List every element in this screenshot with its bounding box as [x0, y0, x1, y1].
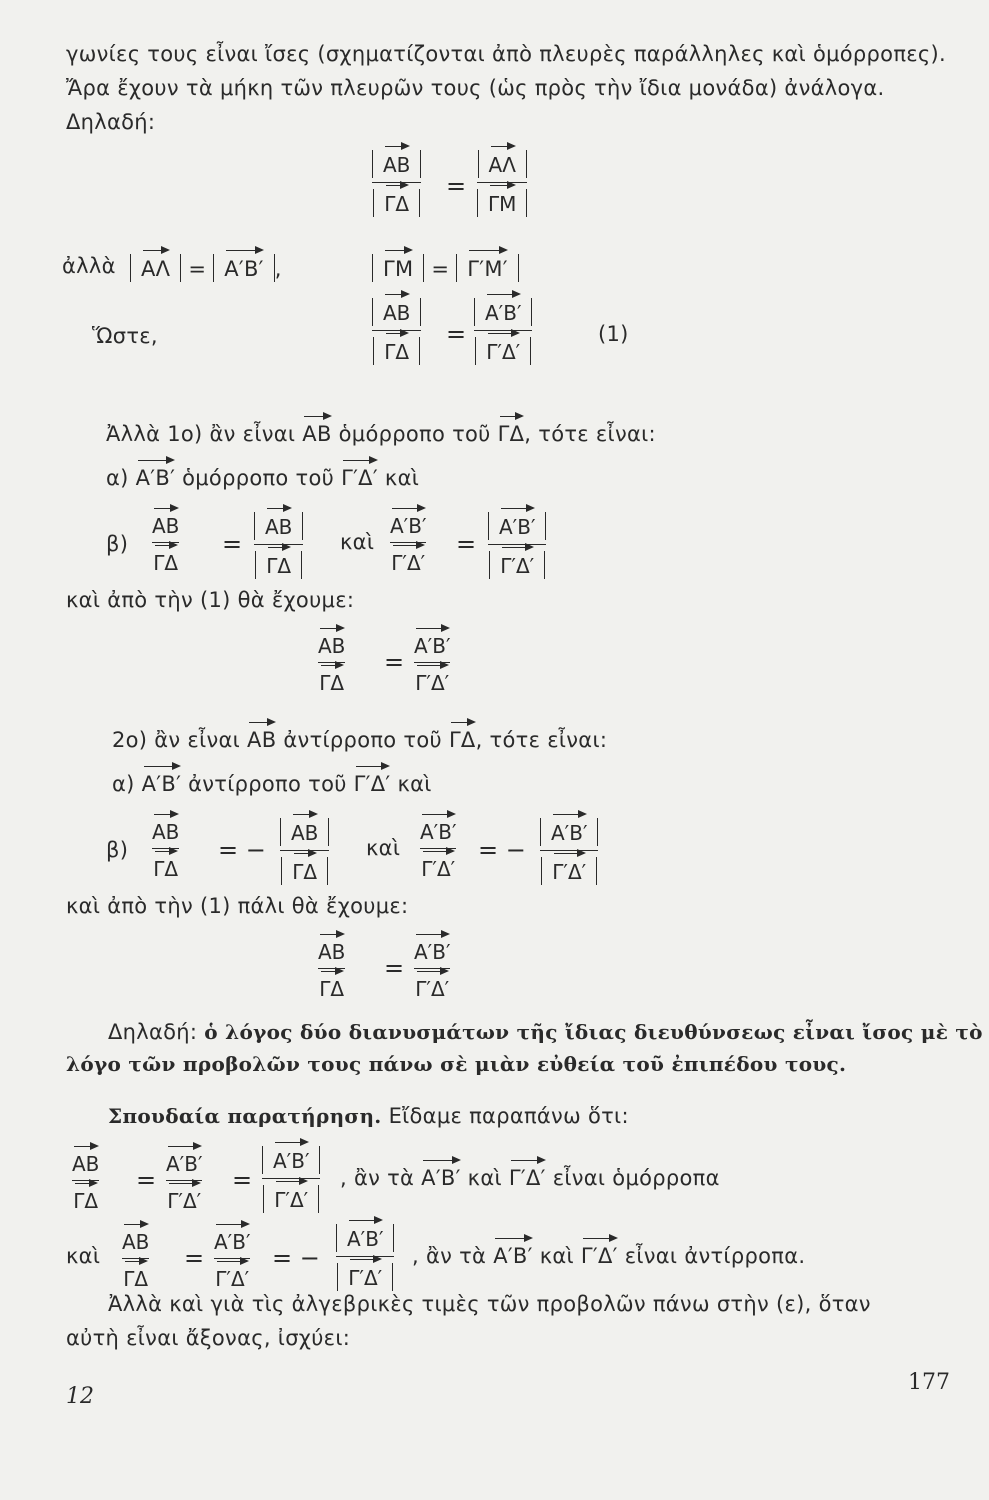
- case1a-line: α) A′B′ ὁμόρροπο τοῦ Γ′Δ′ καὶ: [106, 466, 420, 490]
- case2a-line: α) A′B′ ἀντίρροπο τοῦ Γ′Δ′ καὶ: [112, 772, 432, 796]
- ratio-apbp-gpdp-abs: A′B′ Γ′Δ′: [336, 1224, 394, 1291]
- text-line: Δηλαδή:: [66, 110, 156, 134]
- equals-sign: =: [136, 1166, 157, 1194]
- ratio-apbp-gpdp-abs: A′B′ Γ′Δ′: [262, 1146, 320, 1213]
- text-line: Ἄρα ἔχουν τὰ μήκη τῶν πλευρῶν τους (ὡς πρὸς τὴν ἴδια μονάδα) ἀνάλογα.: [66, 76, 885, 100]
- ratio-apbp-gpdp-abs: A′B′ Γ′Δ′: [540, 818, 598, 885]
- text-line: καὶ ἀπὸ τὴν (1) πάλι θὰ ἔχουμε:: [66, 894, 409, 918]
- kai-word: καὶ: [366, 836, 401, 860]
- remark-condition: , ἂν τὰ A′B′ καὶ Γ′Δ′ εἶναι ὁμόρροπα: [340, 1166, 720, 1190]
- ratio-ab-gd: AB ΓΔ: [318, 940, 346, 1001]
- ratio-ab-gd-abs: AB ΓΔ: [254, 512, 303, 579]
- equals-sign: =: [446, 172, 467, 200]
- remark-condition: , ἂν τὰ A′B′ καὶ Γ′Δ′ εἶναι ἀντίρροπα.: [412, 1244, 806, 1268]
- case1-line: Ἀλλὰ 1ο) ἂν εἶναι AB ὁμόρροπο τοῦ ΓΔ, τότε εἶναι:: [106, 422, 656, 446]
- neg-equals-sign: = −: [478, 836, 526, 864]
- abs-al-equals-apbp: AΛ = A′B′ ,: [130, 254, 282, 282]
- equals-sign: =: [384, 648, 405, 676]
- ratio-apbp-gpdp-abs: A′B′ Γ′Δ′: [488, 512, 546, 579]
- text-line: γωνίες τους εἶναι ἴσες (σχηματίζονται ἀπὸ πλευρὲς παράλληλες καὶ ὁμόρροπες).: [66, 42, 947, 66]
- ratio-apbp-gpdp: A′B′ Γ′Δ′: [390, 514, 427, 575]
- conclusion-line: λόγο τῶν προβολῶν τους πάνω σὲ μιὰν εὐθεία τοῦ ἐπιπέδου τους.: [66, 1052, 847, 1076]
- equals-sign: =: [184, 1244, 205, 1272]
- remark-heading: Σπουδαία παρατήρηση. Εἴδαμε παραπάνω ὅτι:: [108, 1104, 629, 1128]
- kai-word: καὶ: [340, 530, 375, 554]
- ratio-ab-gd-abs: AB ΓΔ: [280, 818, 329, 885]
- equals-sign: =: [446, 320, 467, 348]
- ratio-apbp-gpdp: A′B′ Γ′Δ′: [166, 1152, 203, 1213]
- conclusion-line: Δηλαδή: ὁ λόγος δύο διανυσμάτων τῆς ἴδιας διευθύνσεως εἶναι ἴσος μὲ τὸ: [108, 1020, 983, 1044]
- ratio-ab-gd: AB ΓΔ: [318, 634, 346, 695]
- signature-mark: 12: [66, 1384, 94, 1409]
- ratio-ab-gd-abs: AB ΓΔ: [372, 298, 421, 365]
- equals-sign: =: [384, 954, 405, 982]
- page-number: 177: [908, 1370, 950, 1395]
- b-label: β): [106, 838, 129, 862]
- b-label: β): [106, 532, 129, 556]
- text-line: αὐτὴ εἶναι ἄξονας, ἰσχύει:: [66, 1326, 351, 1350]
- ratio-apbp-gpdp: A′B′ Γ′Δ′: [414, 940, 451, 1001]
- ratio-ab-gd-abs: AB ΓΔ: [372, 150, 421, 217]
- case2-line: 2ο) ἂν εἶναι AB ἀντίρροπο τοῦ ΓΔ, τότε εἶναι:: [112, 728, 608, 752]
- ratio-ab-gd: AB ΓΔ: [152, 820, 180, 881]
- equation-number: (1): [598, 322, 629, 346]
- ratio-apbp-gpdp: A′B′ Γ′Δ′: [420, 820, 457, 881]
- text-line: καὶ ἀπὸ τὴν (1) θὰ ἔχουμε:: [66, 588, 355, 612]
- text-line: Ἀλλὰ καὶ γιὰ τὶς ἀλγεβρικὲς τιμὲς τῶν προβολῶν πάνω στὴν (ε), ὅταν: [108, 1292, 871, 1316]
- abs-gm-equals-gpmp: ΓM = Γ′M′: [372, 254, 519, 282]
- equals-sign: =: [456, 530, 477, 558]
- ratio-apbp-gpdp-abs: A′B′ Γ′Δ′: [474, 298, 532, 365]
- equals-sign: =: [232, 1166, 253, 1194]
- equals-sign: =: [222, 530, 243, 558]
- ratio-al-gm-abs: AΛ ΓM: [477, 150, 527, 217]
- ratio-ab-gd: AB ΓΔ: [122, 1230, 150, 1291]
- alla-word: ἀλλὰ: [62, 254, 116, 278]
- kai-word: καὶ: [66, 1244, 101, 1268]
- neg-equals-sign: = −: [272, 1244, 320, 1272]
- ratio-ab-gd: AB ΓΔ: [152, 514, 180, 575]
- ratio-ab-gd: AB ΓΔ: [72, 1152, 100, 1213]
- ratio-apbp-gpdp: A′B′ Γ′Δ′: [414, 634, 451, 695]
- oste-word: Ὥστε,: [92, 324, 158, 348]
- neg-equals-sign: = −: [218, 836, 266, 864]
- ratio-apbp-gpdp: A′B′ Γ′Δ′: [214, 1230, 251, 1291]
